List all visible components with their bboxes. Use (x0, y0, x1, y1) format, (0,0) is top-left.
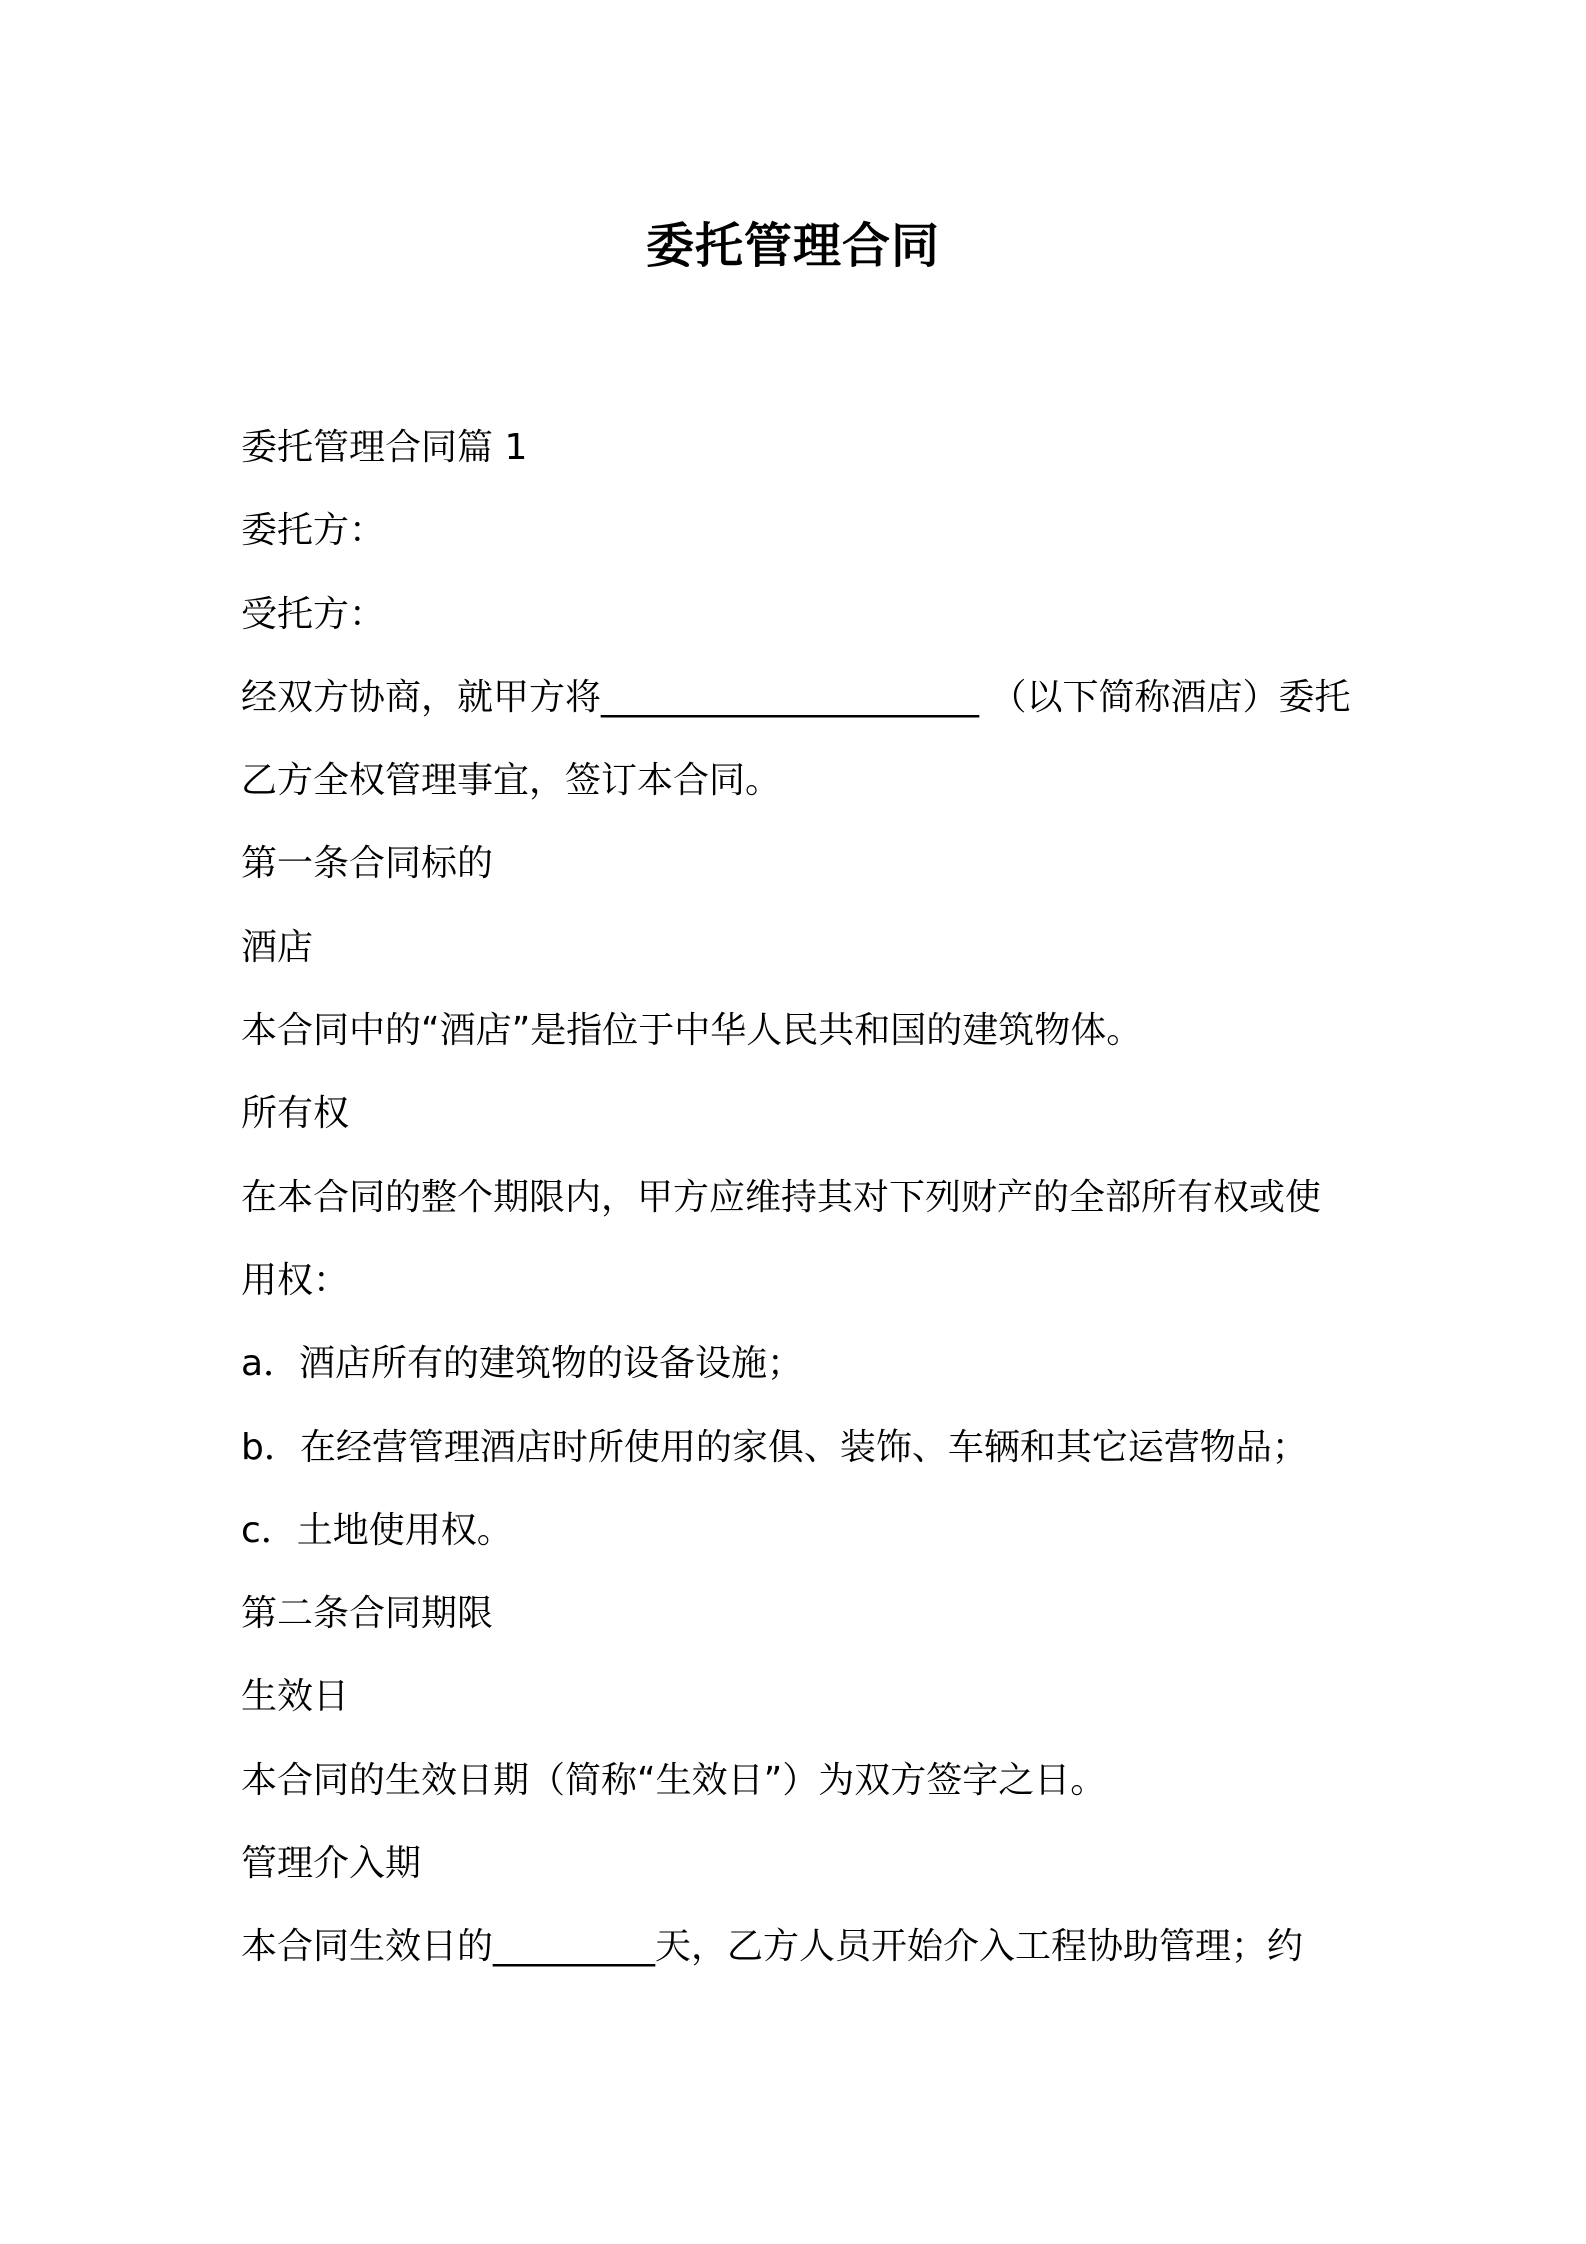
client-label: 委托方： (241, 510, 386, 552)
paragraph-line: 乙方全权管理事宜，签订本合同。 (241, 760, 782, 802)
paragraph-line: 在本合同的整个期限内，甲方应维持其对下列财产的全部所有权或使 (241, 1176, 1322, 1218)
paragraph-line: 经双方协商，就甲方将_____________________ （以下简称酒店）委托 (241, 676, 1351, 718)
list-item: a．酒店所有的建筑物的设备设施； (241, 1343, 804, 1385)
paragraph-line: 本合同生效日的_________天，乙方人员开始介入工程协助管理；约 (241, 1926, 1304, 1968)
paragraph-line: 用权： (241, 1259, 350, 1301)
article-heading: 第二条合同期限 (241, 1593, 494, 1635)
paragraph-line: 本合同中的“酒店”是指位于中华人民共和国的建筑物体。 (241, 1010, 1143, 1052)
section-heading: 委托管理合同篇 1 (241, 427, 528, 468)
subheading: 所有权 (241, 1093, 350, 1135)
list-item: c．土地使用权。 (241, 1509, 513, 1551)
article-heading: 第一条合同标的 (241, 843, 494, 885)
subheading: 生效日 (241, 1676, 350, 1718)
paragraph-line: 本合同的生效日期（简称“生效日”）为双方签字之日。 (241, 1759, 1107, 1801)
subheading: 管理介入期 (241, 1843, 422, 1885)
trustee-label: 受托方： (241, 593, 386, 635)
document-title: 委托管理合同 (645, 218, 940, 274)
document-body (241, 406, 1361, 1989)
list-item: b．在经营管理酒店时所使用的家俱、装饰、车辆和其它运营物品； (241, 1426, 1308, 1468)
subheading: 酒店 (241, 926, 314, 968)
